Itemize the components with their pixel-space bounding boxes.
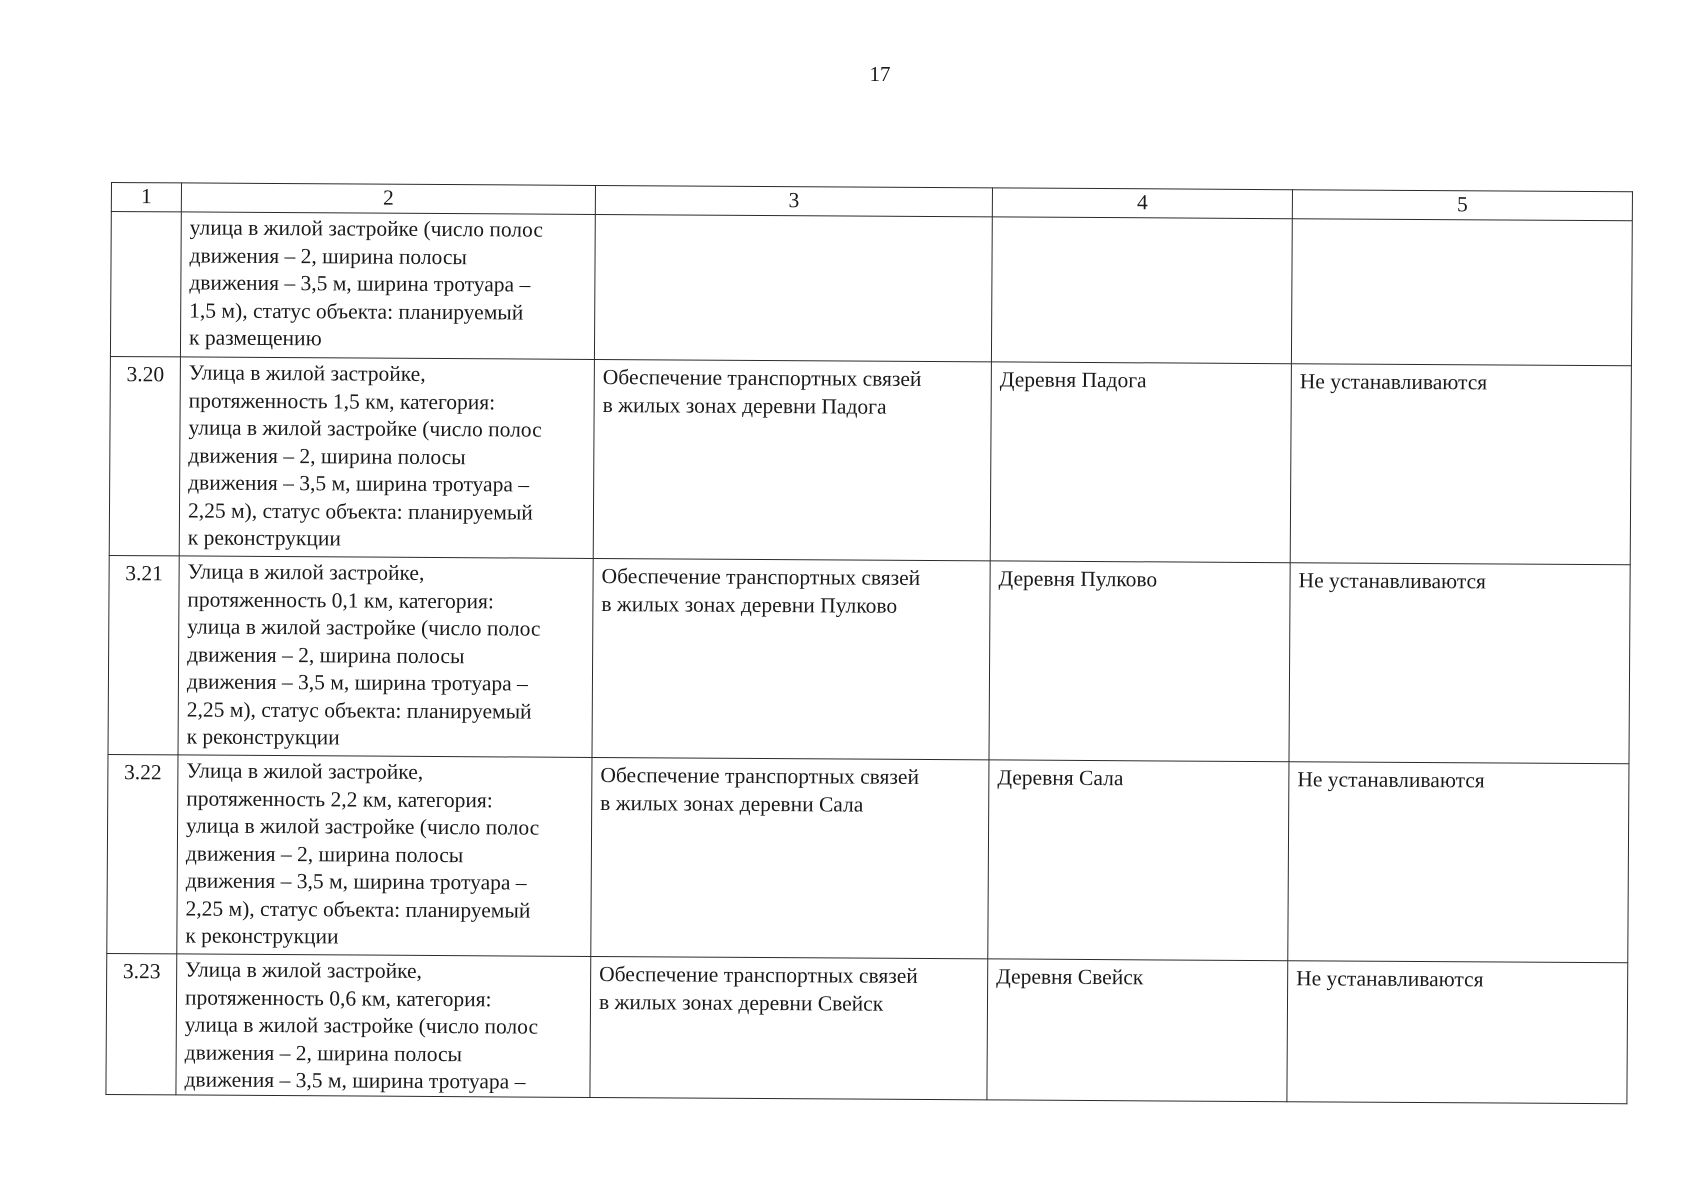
object-zones [1291, 219, 1632, 366]
description-line: Улица в жилой застройке, [188, 360, 426, 386]
row-number: 3.21 [108, 555, 179, 754]
description-line: улица в жилой застройке (число полос [185, 813, 540, 840]
description-line: улица в жилой застройке (число полос [184, 1012, 539, 1039]
description-line: 2,25 м), статус объекта: планируемый [186, 696, 532, 724]
object-purpose [591, 757, 989, 958]
header-col-1: 1 [111, 183, 181, 212]
object-description [177, 755, 592, 957]
objects-table [105, 182, 1633, 1104]
description-line: к реконструкции [185, 923, 339, 949]
description-line: движения – 3,5 м, ширина тротуара – [189, 270, 531, 297]
purpose-line [604, 219, 984, 221]
description-line: Улица в жилой застройке, [187, 559, 425, 585]
object-location: Деревня Падога [990, 362, 1291, 563]
purpose-line: в жилых зонах деревни Сала [600, 790, 864, 817]
description-line: к размещению [188, 325, 322, 351]
description-line: движения – 2, ширина полосы [185, 840, 464, 867]
object-location [991, 217, 1292, 364]
table-row [110, 212, 1632, 366]
page-number: 17 [869, 62, 891, 86]
description-line: улица в жилой застройке (число полос [188, 415, 542, 442]
description-line: движения – 2, ширина полосы [184, 1039, 463, 1066]
description-line: движения – 3,5 м, ширина тротуара – [186, 669, 528, 696]
object-purpose [593, 359, 991, 560]
row-number: 3.23 [106, 953, 177, 1094]
header-col-3: 3 [595, 185, 992, 216]
description-line: движения – 3,5 м, ширина тротуара – [185, 868, 527, 895]
description-line: 2,25 м), статус объекта: планируемый [185, 895, 531, 923]
description-line: движения – 2, ширина полосы [189, 242, 467, 269]
object-description [176, 954, 591, 1097]
description-line: движения – 3,5 м, ширина тротуара – [188, 470, 530, 497]
purpose-line: Обеспечение транспортных связей [602, 365, 922, 391]
object-location: Деревня Пулково [989, 561, 1290, 762]
row-number [110, 212, 181, 357]
description-line: 1,5 м), статус объекта: планируемый [189, 297, 524, 325]
description-line: протяженность 0,6 км, категория: [184, 984, 492, 1011]
description-line: движения – 2, ширина полосы [187, 641, 465, 668]
description-line: к реконструкции [187, 525, 342, 551]
header-col-4: 4 [992, 188, 1292, 219]
row-number: 3.20 [109, 356, 180, 555]
purpose-line: в жилых зонах деревни Падога [602, 392, 887, 419]
description-line: протяженность 0,1 км, категория: [187, 586, 495, 613]
object-zones: Не устанавливаются [1288, 762, 1629, 963]
description-line: 2,25 м), статус объекта: планируемый [187, 497, 533, 525]
object-purpose [594, 214, 992, 361]
table-row [108, 555, 1630, 763]
object-description [178, 556, 593, 758]
description-line: протяженность 2,2 км, категория: [186, 785, 493, 812]
object-zones: Не устанавливаются [1289, 563, 1630, 764]
object-description [180, 212, 595, 360]
description-line: движения – 2, ширина полосы [188, 442, 466, 469]
object-purpose [590, 956, 988, 1099]
object-location: Деревня Свейск [987, 959, 1288, 1101]
table-row [107, 754, 1629, 962]
object-zones: Не устанавливаются [1287, 961, 1628, 1104]
object-purpose [592, 558, 990, 759]
description-line: Улица в жилой застройке, [186, 758, 424, 784]
table-row [106, 953, 1628, 1103]
purpose-line: Обеспечение транспортных связей [600, 763, 920, 789]
description-line: протяженность 1,5 км, категория: [188, 387, 496, 414]
header-col-2: 2 [181, 183, 595, 215]
purpose-line: в жилых зонах деревни Пулково [601, 591, 898, 618]
purpose-line [604, 219, 984, 221]
header-col-5: 5 [1292, 190, 1632, 221]
description-line: к реконструкции [186, 724, 340, 750]
description-line: Улица в жилой застройке, [185, 957, 423, 983]
description-line: улица в жилой застройке (число полос [189, 215, 543, 242]
purpose-line: Обеспечение транспортных связей [601, 564, 921, 590]
table-row [109, 356, 1631, 564]
object-zones: Не устанавливаются [1290, 364, 1631, 565]
row-number: 3.22 [107, 754, 178, 953]
purpose-line: Обеспечение транспортных связей [599, 961, 918, 988]
object-location: Деревня Сала [988, 760, 1289, 961]
purpose-line: в жилых зонах деревни Свейск [598, 989, 884, 1016]
description-line: движения – 3,5 м, ширина тротуара – [184, 1067, 526, 1094]
object-description [179, 357, 594, 559]
objects-table-container [105, 182, 1632, 1104]
description-line: улица в жилой застройке (число полос [187, 614, 541, 641]
